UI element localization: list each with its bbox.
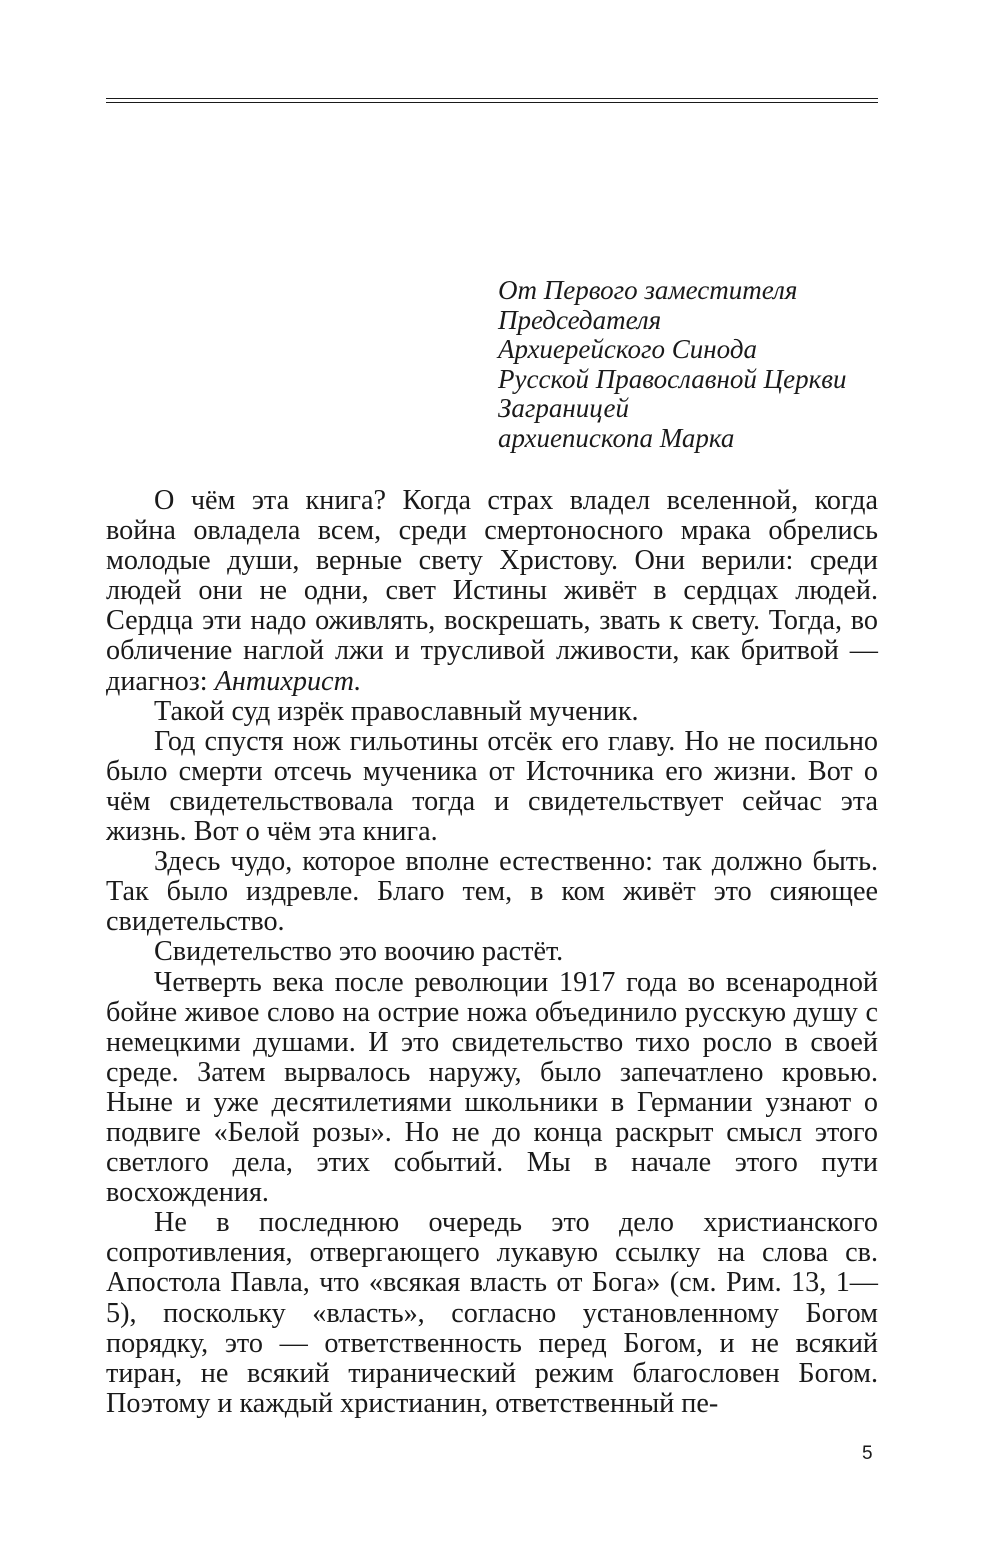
paragraph-text: Год спустя нож гильотины отсёк его главу. Но не посильно было смерти отсечь мученика от Источника его жизни. Вот о чём свидетельствовала тогда и свидетельствует сейчас эта жизнь. Вот о чём эта книга.	[106, 725, 878, 848]
dedication-line: Русской Православной Церкви	[498, 363, 847, 394]
paragraph-text: Четверть века после революции 1917 года во всенародной бойне живое слово на острие ножа объединило русскую душу с немецкими душами. И это свидетельство тихо росло в своей среде. Затем вырвалось наружу, было запечатлено кровью. Ныне и уже десятилетиями школьники в Германии узнают о подвиге «Белой розы». Но не до конца раскрыт смысл этого светлого дела, этих событий. Мы в начале этого пути восхождения.	[106, 966, 878, 1209]
paragraph	[106, 937, 878, 967]
paragraph	[106, 727, 878, 847]
paragraph-text: Здесь чудо, которое вполне естественно: так должно быть. Так было издревле. Благо тем, в ком живёт это сияющее свидетельство.	[106, 846, 878, 938]
paragraph	[106, 697, 878, 727]
body-text	[106, 486, 878, 1419]
dedication-line: архиепископа Марка	[498, 422, 735, 453]
paragraph-text: Такой суд изрёк православный мученик.	[154, 695, 639, 727]
paragraph-text: Свидетельство это воочию растёт.	[154, 936, 564, 968]
paragraph	[106, 1208, 878, 1419]
page-number: 5	[862, 1443, 873, 1464]
dedication-line: Председателя	[498, 304, 662, 335]
dedication-line: От Первого заместителя	[498, 275, 798, 305]
paragraph-emphasis: Антихрист.	[214, 665, 362, 697]
paragraph	[106, 486, 878, 697]
paragraph-text: Не в последнюю очередь это дело христианского сопротивления, отвергающего лукавую ссылку на слова св. Апостола Павла, что «всякая власть от Бога» (см. Рим. 13, 1—5), поскольку «власть», согласно установленному Богом порядку, это — ответственность перед Богом, и не всякий тиран, не всякий тиранический режим благословен Богом. Поэтому и каждый христианин, ответственный пе-	[106, 1207, 878, 1419]
dedication-line: Заграницей	[498, 393, 629, 424]
paragraph	[106, 847, 878, 937]
dedication-block	[498, 276, 918, 454]
paragraph-text: О чём эта книга? Когда страх владел вселенной, когда война овладела всем, среди смертоносного мрака обрелись молодые души, верные свету Христову. Они верили: среди людей они не одни, свет Истины живёт в сердцах людей. Сердца эти надо оживлять, воскрешать, звать к свету. Тогда, во обличение наглой лжи и трусливой лживости, как бритвой — диагноз:	[106, 485, 878, 697]
dedication-line: Архиерейского Синода	[498, 334, 757, 365]
header-rule	[106, 98, 878, 103]
paragraph	[106, 968, 878, 1209]
